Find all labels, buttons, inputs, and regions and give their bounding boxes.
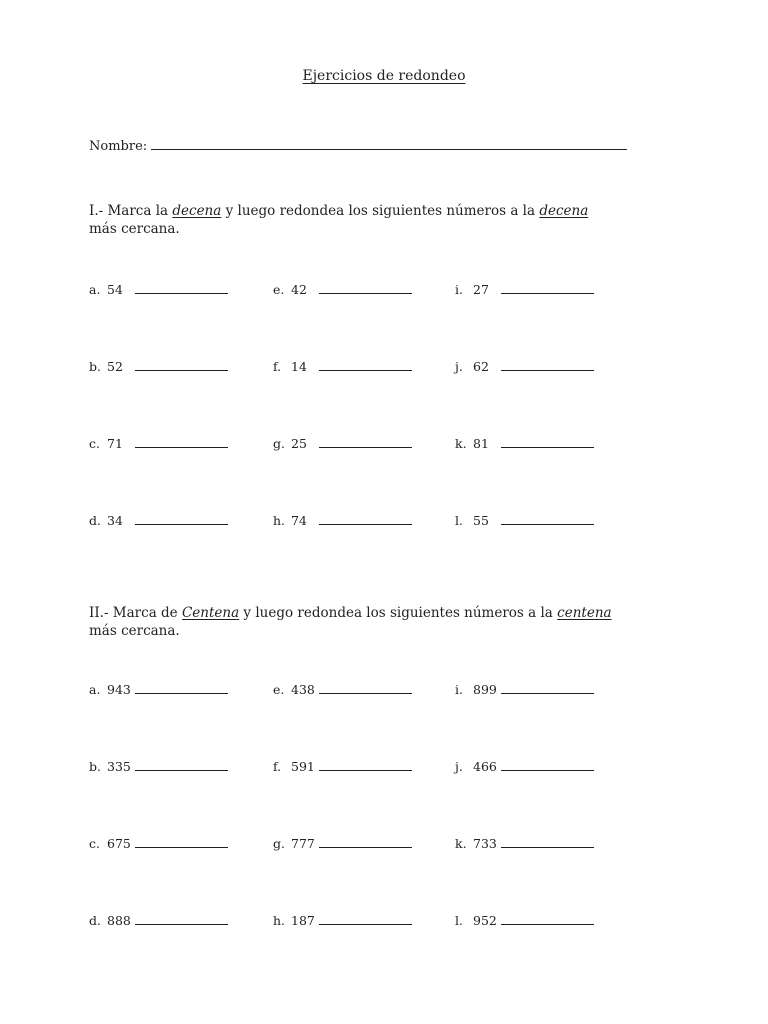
exercise-number: 733 [473,836,497,851]
name-label: Nombre: [89,139,148,154]
answer-blank[interactable] [501,514,594,525]
answer-blank[interactable] [501,760,594,771]
exercise-number: 34 [107,513,123,528]
answer-blank[interactable] [501,914,594,925]
answer-blank[interactable] [135,437,228,448]
name-input-line[interactable] [151,137,627,150]
exercise-item [89,836,228,851]
exercise-number: 54 [107,282,123,297]
answer-blank[interactable] [319,283,412,294]
exercise-letter: a. [89,282,101,297]
section-1-line2: más cercana. [89,221,180,237]
exercise-letter: h. [273,513,286,528]
exercise-item [455,913,594,928]
exercise-letter: d. [89,513,101,528]
exercise-number: 675 [107,836,131,851]
answer-blank[interactable] [319,837,412,848]
exercise-letter: e. [273,282,285,297]
exercise-number: 888 [107,913,131,928]
exercise-item [89,436,228,451]
exercise-number: 81 [473,436,489,451]
exercise-item [273,359,412,374]
exercise-letter: l. [455,913,463,928]
exercise-letter: d. [89,913,101,928]
exercise-number: 187 [291,913,315,928]
answer-blank[interactable] [501,283,594,294]
exercise-number: 952 [473,913,497,928]
exercise-number: 62 [473,359,489,374]
section-2-emphasis-centena-2: centena [557,605,612,621]
exercise-item [273,759,412,774]
exercise-letter: k. [455,836,467,851]
answer-blank[interactable] [319,683,412,694]
exercise-item [89,282,228,297]
exercise-item [455,359,594,374]
exercise-number: 943 [107,682,131,697]
exercise-letter: c. [89,436,100,451]
exercise-item [273,682,412,697]
answer-blank[interactable] [319,760,412,771]
exercise-letter: j. [455,359,463,374]
section-1-mid: y luego redondea los siguientes números a la [221,203,540,219]
answer-blank[interactable] [319,360,412,371]
exercise-number: 591 [291,759,315,774]
exercise-letter: i. [455,682,463,697]
exercise-number: 335 [107,759,131,774]
section-2-prefix: II.- Marca de [89,605,182,621]
exercise-letter: k. [455,436,467,451]
exercise-item [273,913,412,928]
exercise-number: 42 [291,282,307,297]
exercise-number: 14 [291,359,307,374]
section-2-instruction [89,604,689,640]
section-1-emphasis-decena: decena [172,203,222,219]
exercise-letter: g. [273,436,285,451]
exercise-number: 74 [291,513,307,528]
answer-blank[interactable] [135,283,228,294]
exercise-item [273,513,412,528]
section-1-emphasis-decena-2: decena [539,203,589,219]
section-1-instruction [89,202,689,238]
exercise-item [89,913,228,928]
answer-blank[interactable] [135,683,228,694]
section-2-mid: y luego redondea los siguientes números a la [239,605,558,621]
exercise-item [455,836,594,851]
exercise-number: 899 [473,682,497,697]
exercise-item [455,513,594,528]
exercise-letter: a. [89,682,101,697]
answer-blank[interactable] [135,514,228,525]
answer-blank[interactable] [135,837,228,848]
exercise-letter: l. [455,513,463,528]
exercise-item [89,759,228,774]
exercise-item [89,682,228,697]
answer-blank[interactable] [501,360,594,371]
exercise-letter: b. [89,359,101,374]
exercise-letter: f. [273,359,282,374]
exercise-item [455,759,594,774]
exercise-item [89,513,228,528]
name-field-row [89,137,627,154]
exercise-item [273,836,412,851]
exercise-letter: c. [89,836,100,851]
exercise-letter: h. [273,913,286,928]
answer-blank[interactable] [319,514,412,525]
exercise-item [89,359,228,374]
section-2-emphasis-centena: Centena [181,605,240,621]
answer-blank[interactable] [135,360,228,371]
exercise-letter: e. [273,682,285,697]
answer-blank[interactable] [135,760,228,771]
answer-blank[interactable] [319,914,412,925]
answer-blank[interactable] [319,437,412,448]
exercise-letter: f. [273,759,282,774]
exercise-number: 52 [107,359,123,374]
answer-blank[interactable] [501,683,594,694]
exercise-letter: b. [89,759,101,774]
exercise-item [455,682,594,697]
exercise-number: 71 [107,436,123,451]
section-1-prefix: I.- Marca la [89,203,173,219]
exercise-number: 777 [291,836,315,851]
exercise-letter: j. [455,759,463,774]
exercise-letter: i. [455,282,463,297]
section-2-line2: más cercana. [89,623,180,639]
exercise-item [273,436,412,451]
exercise-number: 55 [473,513,489,528]
exercise-item [273,282,412,297]
exercise-item [455,282,594,297]
exercise-letter: g. [273,836,285,851]
answer-blank[interactable] [501,437,594,448]
exercise-item [455,436,594,451]
exercise-number: 25 [291,436,307,451]
answer-blank[interactable] [501,837,594,848]
exercise-number: 466 [473,759,497,774]
page-title: Ejercicios de redondeo [302,68,466,84]
answer-blank[interactable] [135,914,228,925]
exercise-number: 438 [291,682,315,697]
exercise-number: 27 [473,282,489,297]
